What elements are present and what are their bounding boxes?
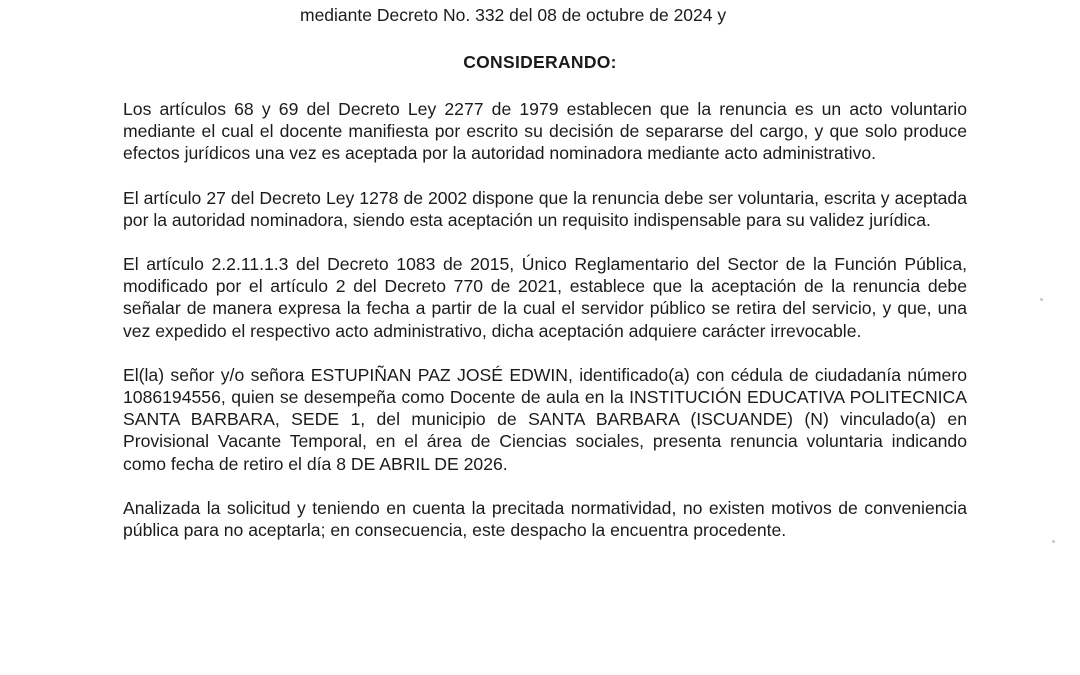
paragraph-decreto-1083: El artículo 2.2.11.1.3 del Decreto 1083 de 2015, Único Reglamentario del Sector de la Función Pública, modificado por el artículo 2 del Decreto 770 de 2021, establece que la aceptación de la renuncia debe señalar de manera expresa la fecha a partir de la cual el servidor público se retira del servicio, y que, una vez expedido el respectivo acto administrativo, dicha aceptación adquiere carácter irrevocable. — [123, 254, 967, 341]
scan-speck — [1052, 540, 1055, 543]
paragraph-docente-renuncia: El(la) señor y/o señora ESTUPIÑAN PAZ JOSÉ EDWIN, identificado(a) con cédula de ciudadanía número 1086194556, quien se desempeña como Docente de aula en la INSTITUCIÓN EDUCATIVA POLITECNICA SANTA BARBARA, SEDE 1, del municipio de SANTA BARBARA (ISCUANDE) (N) vinculado(a) en Provisional Vacante Temporal, en el área de Ciencias sociales, presenta renuncia voluntaria indicando como fecha de retiro el día 8 DE ABRIL DE 2026. — [123, 364, 967, 474]
document-body — [123, 98, 967, 541]
paragraph-decreto-2277: Los artículos 68 y 69 del Decreto Ley 2277 de 1979 establecen que la renuncia es un acto voluntario mediante el cual el docente manifiesta por escrito su decisión de separarse del cargo, y que solo produce efectos jurídicos una vez es aceptada por la autoridad nominadora mediante acto administrativo. — [123, 99, 967, 164]
paragraph-analisis: Analizada la solicitud y teniendo en cuenta la precitada normatividad, no existen motivos de conveniencia pública para no aceptarla; en consecuencia, este despacho la encuentra procedente. — [123, 497, 967, 541]
scan-speck — [1040, 298, 1043, 301]
paragraph-decreto-1278: El artículo 27 del Decreto Ley 1278 de 2002 dispone que la renuncia debe ser voluntaria, escrita y aceptada por la autoridad nominadora, siendo esta aceptación un requisito indispensable para su validez jurídica. — [123, 187, 967, 230]
section-heading: CONSIDERANDO: — [463, 52, 617, 72]
intro-line: mediante Decreto No. 332 del 08 de octubre de 2024 y — [300, 5, 727, 25]
